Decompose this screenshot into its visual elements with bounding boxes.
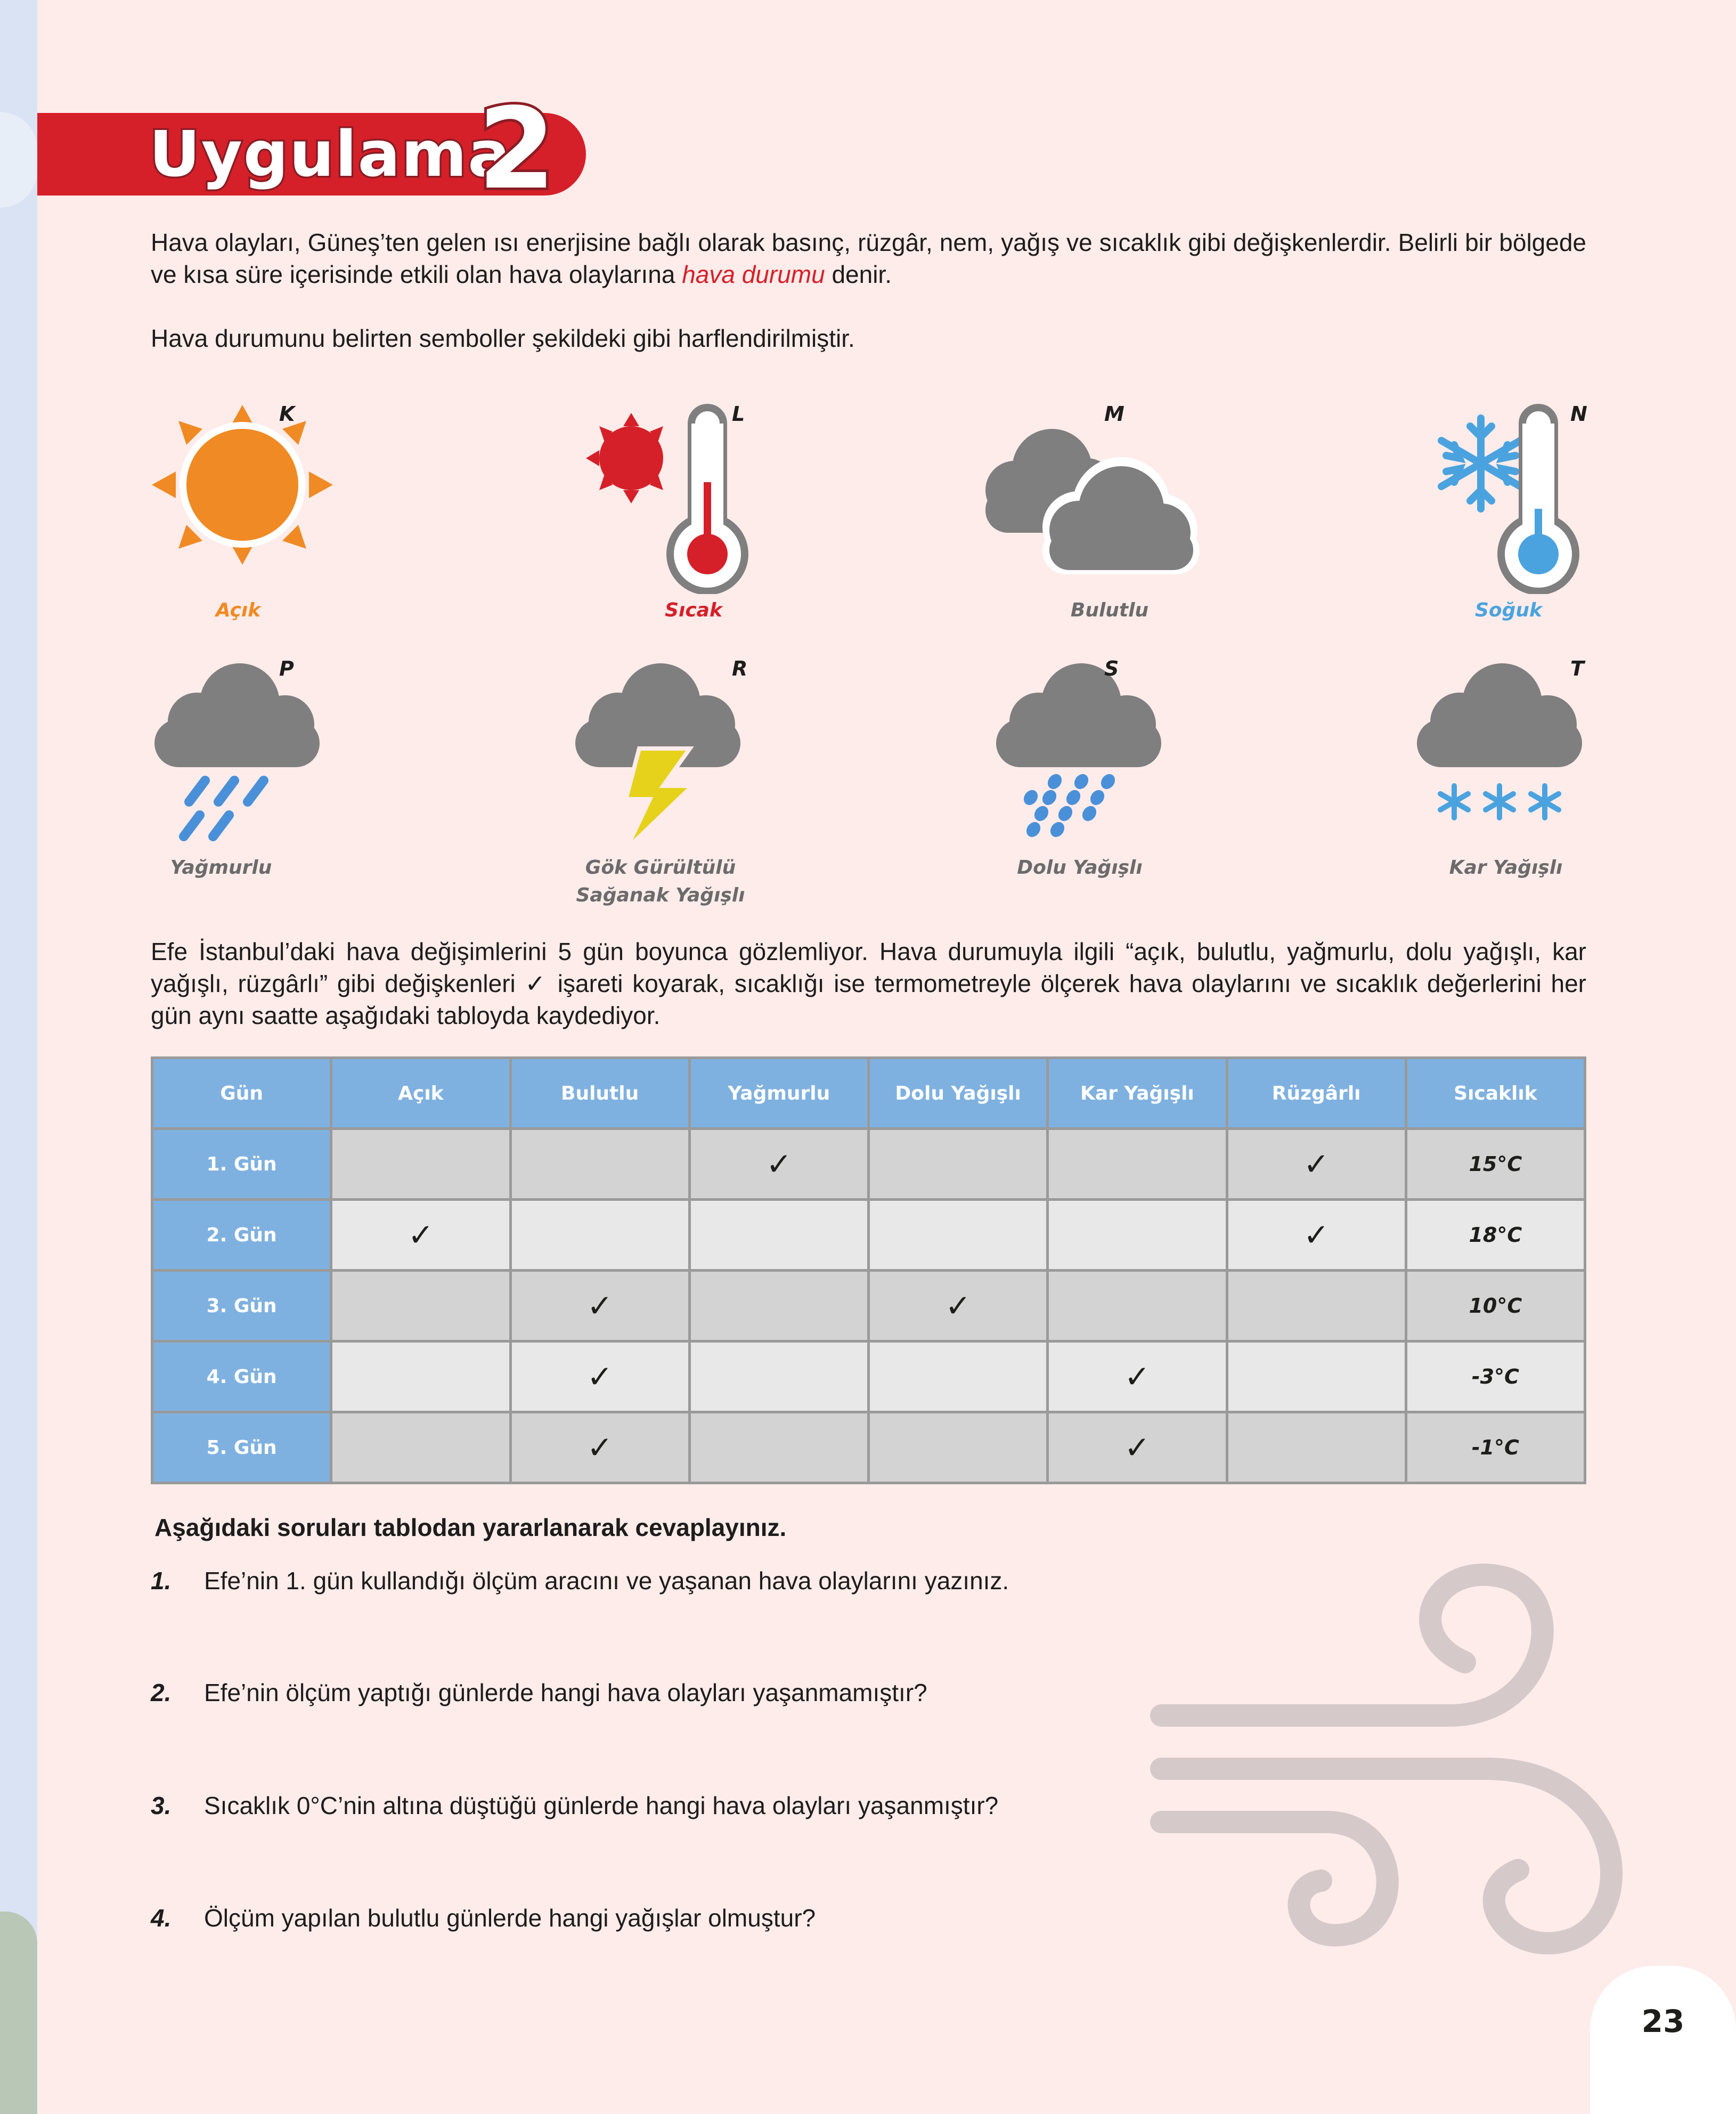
table-header-row	[152, 1058, 1585, 1129]
day-cell: 4. Gün	[152, 1341, 331, 1412]
check-cell	[689, 1412, 868, 1483]
intro-text-end: denir.	[825, 261, 892, 288]
check-cell	[1227, 1412, 1406, 1483]
temperature-cell: -1°C	[1406, 1412, 1585, 1483]
day-cell: 3. Gün	[152, 1271, 331, 1341]
check-cell: ✓	[689, 1129, 868, 1200]
check-cell: ✓	[1227, 1200, 1406, 1271]
check-cell	[689, 1271, 868, 1341]
table-row	[152, 1129, 1585, 1200]
observation-paragraph: Efe İstanbul’daki hava değişimlerini 5 gün boyunca gözlemliyor. Hava durumuyla ilgili “açık, bulutlu, yağmurlu, dolu yağışlı, kar yağışlı, rüzgârlı” gibi değişkenleri ✓ işareti koyarak, sıcaklığı ise termometreyle ölçerek hava olaylarını ve sıcaklık değerlerini her gün aynı saatte aşağıdaki tabloyda kaydediyor.	[151, 938, 1586, 1029]
question-3	[151, 1791, 998, 1820]
check-cell	[331, 1341, 510, 1412]
check-cell	[869, 1200, 1048, 1271]
question-text: Sıcaklık 0°C’nin altına düştüğü günlerde hangi hava olayları yaşanmıştır?	[204, 1792, 999, 1819]
symbol-letter-p: P	[279, 657, 294, 680]
temperature-cell: 10°C	[1406, 1271, 1585, 1341]
symbol-label-sicak: Sıcak	[665, 599, 722, 621]
rain-cloud-icon	[154, 663, 325, 844]
check-cell: ✓	[1048, 1412, 1227, 1483]
check-cell	[689, 1341, 868, 1412]
check-cell: ✓	[869, 1271, 1048, 1341]
check-cell	[331, 1271, 510, 1341]
check-cell	[510, 1200, 689, 1271]
cloud-bump-decoration	[0, 112, 37, 208]
symbol-letter-s: S	[1104, 657, 1119, 680]
header-dolu-yagisli: Dolu Yağışlı	[869, 1058, 1048, 1129]
symbol-label-soguk: Soğuk	[1475, 599, 1542, 621]
symbol-label-gok-gurultulu	[554, 854, 767, 909]
header-yagmurlu: Yağmurlu	[689, 1058, 868, 1129]
symbol-label-dolu-yagisli: Dolu Yağışlı	[1017, 857, 1143, 879]
symbol-letter-m: M	[1104, 402, 1124, 426]
day-cell: 5. Gün	[152, 1412, 331, 1483]
table-row	[152, 1200, 1585, 1271]
check-cell	[1227, 1341, 1406, 1412]
day-cell: 1. Gün	[152, 1129, 331, 1200]
question-text: Efe’nin ölçüm yaptığı günlerde hangi hava olayları yaşanmamıştır?	[204, 1679, 927, 1706]
thunder-cloud-icon	[575, 663, 746, 855]
hill-decoration	[0, 1912, 37, 2114]
snow-cloud-icon	[1417, 663, 1587, 823]
wind-icon	[1145, 1540, 1651, 1966]
check-cell	[331, 1412, 510, 1483]
symbol-letter-k: K	[279, 402, 295, 426]
day-cell: 2. Gün	[152, 1200, 331, 1271]
question-number: 2.	[151, 1679, 172, 1706]
table-row	[152, 1412, 1585, 1483]
symbol-letter-l: L	[732, 402, 745, 426]
sun-icon	[149, 402, 336, 567]
table-row	[152, 1271, 1585, 1341]
symbol-label-bulutlu: Bulutlu	[1070, 599, 1149, 621]
header-acik: Açık	[331, 1058, 510, 1129]
symbol-letter-r: R	[732, 657, 748, 680]
hot-thermometer-icon	[581, 402, 756, 594]
questions-intro: Aşağıdaki soruları tablodan yararlanarak cevaplayınız.	[154, 1514, 787, 1541]
check-cell: ✓	[1048, 1341, 1227, 1412]
header-kar-yagisli: Kar Yağışlı	[1048, 1058, 1227, 1129]
page-number: 23	[1641, 2003, 1685, 2039]
hail-cloud-icon	[996, 663, 1167, 844]
question-1	[151, 1566, 1009, 1595]
symbol-letter-n: N	[1570, 402, 1587, 426]
check-cell: ✓	[510, 1412, 689, 1483]
header-bulutlu: Bulutlu	[510, 1058, 689, 1129]
temperature-cell: -3°C	[1406, 1341, 1585, 1412]
question-4	[151, 1904, 816, 1932]
cold-thermometer-icon	[1428, 402, 1598, 594]
question-text: Ölçüm yapılan bulutlu günlerde hangi yağışlar olmuştur?	[204, 1904, 816, 1932]
symbols-intro: Hava durumunu belirten semboller şekildeki gibi harflendirilmiştir.	[151, 324, 855, 352]
header-ruzgarli: Rüzgârlı	[1227, 1058, 1406, 1129]
symbol-label-kar-yagisli: Kar Yağışlı	[1449, 857, 1563, 879]
check-cell: ✓	[331, 1200, 510, 1271]
check-cell	[510, 1129, 689, 1200]
observation-table	[151, 1056, 1586, 1484]
symbol-label-acik: Açık	[215, 599, 261, 621]
check-cell	[1048, 1271, 1227, 1341]
question-number: 3.	[151, 1792, 172, 1819]
page-title: Uygulama	[149, 117, 511, 191]
check-cell	[1048, 1200, 1227, 1271]
question-number: 4.	[151, 1904, 172, 1932]
question-2	[151, 1678, 927, 1707]
activity-number: 2	[477, 84, 556, 214]
highlight-term: hava durumu	[682, 261, 825, 288]
symbol-label-yagmurlu: Yağmurlu	[170, 857, 272, 879]
page-number-tab	[1590, 1966, 1736, 2114]
check-cell: ✓	[510, 1341, 689, 1412]
check-cell	[869, 1412, 1048, 1483]
symbol-letter-t: T	[1570, 657, 1584, 680]
label-line-2: Sağanak Yağışlı	[576, 884, 745, 906]
check-cell	[869, 1341, 1048, 1412]
intro-paragraph	[151, 226, 1586, 290]
header-gun: Gün	[152, 1058, 331, 1129]
check-cell	[331, 1129, 510, 1200]
temperature-cell: 18°C	[1406, 1200, 1585, 1271]
question-text: Efe’nin 1. gün kullandığı ölçüm aracını ve yaşanan hava olaylarını yazınız.	[204, 1567, 1009, 1595]
check-cell: ✓	[510, 1271, 689, 1341]
table-row	[152, 1341, 1585, 1412]
intro-text-start: Hava olayları, Güneş’ten gelen ısı enerjisine bağlı olarak basınç, rüzgâr, nem, yağış ve sıcaklık gibi değişkenlerdir. Belirli bir bölgede ve kısa süre içerisinde etkili olan hava olaylarına	[151, 229, 1586, 288]
check-cell	[1048, 1129, 1227, 1200]
check-cell	[689, 1200, 868, 1271]
clouds-icon	[977, 421, 1201, 575]
left-decorative-strip	[0, 0, 37, 2114]
check-cell: ✓	[1227, 1129, 1406, 1200]
header-sicaklik: Sıcaklık	[1406, 1058, 1585, 1129]
label-line-1: Gök Gürültülü	[585, 857, 736, 879]
question-number: 1.	[151, 1567, 172, 1595]
check-cell	[1227, 1271, 1406, 1341]
check-cell	[869, 1129, 1048, 1200]
temperature-cell: 15°C	[1406, 1129, 1585, 1200]
